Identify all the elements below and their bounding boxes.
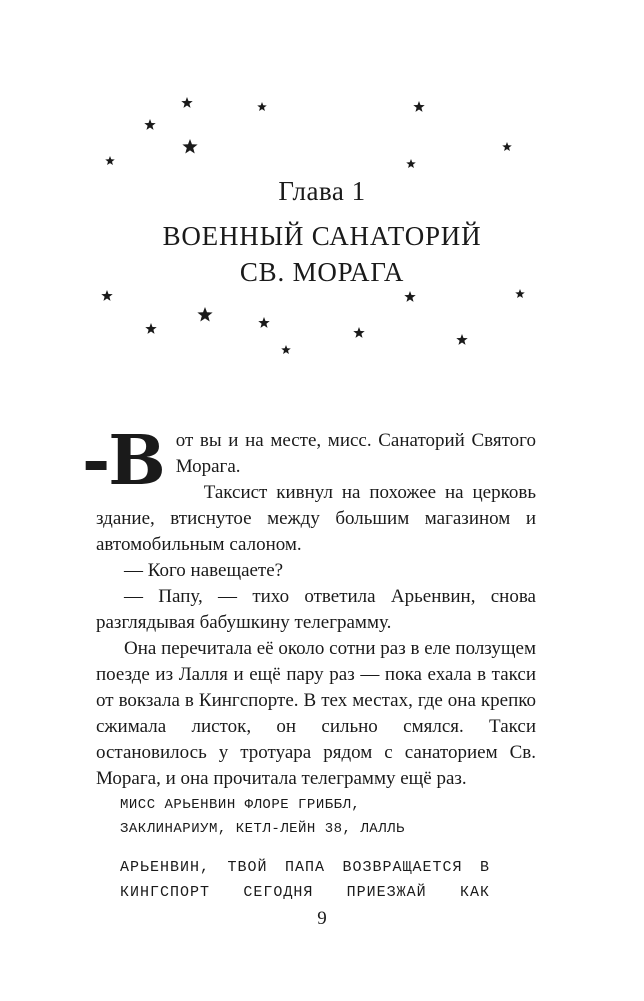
star-icon: [182, 139, 197, 153]
chapter-title-line-1: ВОЕННЫЙ САНАТОРИЙ: [162, 221, 482, 251]
star-icon: [257, 102, 267, 111]
chapter-title: [0, 218, 644, 290]
star-icon: [105, 156, 115, 165]
star-icon: [144, 119, 155, 130]
telegram: [120, 793, 490, 905]
star-icon: [502, 142, 512, 151]
paragraph-4: — Папу, — тихо ответила Арьенвин, снова разглядывая бабушкину телеграмму.: [96, 586, 536, 633]
paragraph-2: Таксист кивнул на похожее на церковь здание, втиснутое между большим магазином и автомобильным салоном.: [96, 482, 536, 555]
drop-cap: -В: [82, 421, 164, 501]
star-icon: [353, 327, 364, 338]
star-icon: [181, 97, 192, 108]
paragraph-5: Она перечитала её около сотни раз в еле ползущем поезде из Лалля и ещё пару раз — пока ехала в такси от вокзала в Кингспорте. В тех местах, где она крепко сжимала листок, он сильно смялся. Такси остановилось у тротуара рядом с санаторием Св. Морага, и она прочитала телеграмму ещё раз.: [96, 638, 536, 789]
star-icon: [456, 334, 467, 345]
star-icon: [404, 291, 415, 302]
star-icon: [515, 289, 525, 298]
paragraph-1-text: от вы и на месте, мисс. Санаторий Святого Морага.: [175, 430, 536, 477]
star-icon: [281, 345, 291, 354]
star-icon: [145, 323, 156, 334]
paragraph-1: [82, 421, 536, 501]
star-icon: [197, 307, 212, 321]
paragraph-3: — Кого навещаете?: [124, 560, 284, 581]
chapter-label: Глава 1: [278, 176, 366, 206]
telegram-message: АРЬЕНВИН, ТВОЙ ПАПА ВОЗВРАЩАЕТСЯ В КИНГСПОРТ СЕГОДНЯ ПРИЕЗЖАЙ КАК: [120, 859, 490, 901]
chapter-title-line-2: СВ. МОРАГА: [239, 257, 405, 287]
page-number: 9: [317, 908, 327, 929]
star-icon: [406, 159, 416, 168]
star-icon: [101, 290, 112, 301]
telegram-address-line-1: МИСС АРЬЕНВИН ФЛОРЕ ГРИББЛ,: [120, 797, 361, 813]
star-icon: [258, 317, 269, 328]
body-text: [82, 421, 536, 792]
star-icon: [413, 101, 424, 112]
telegram-address-line-2: ЗАКЛИНАРИУМ, КЕТЛ-ЛЕЙН 38, ЛАЛЛЬ: [120, 821, 405, 837]
